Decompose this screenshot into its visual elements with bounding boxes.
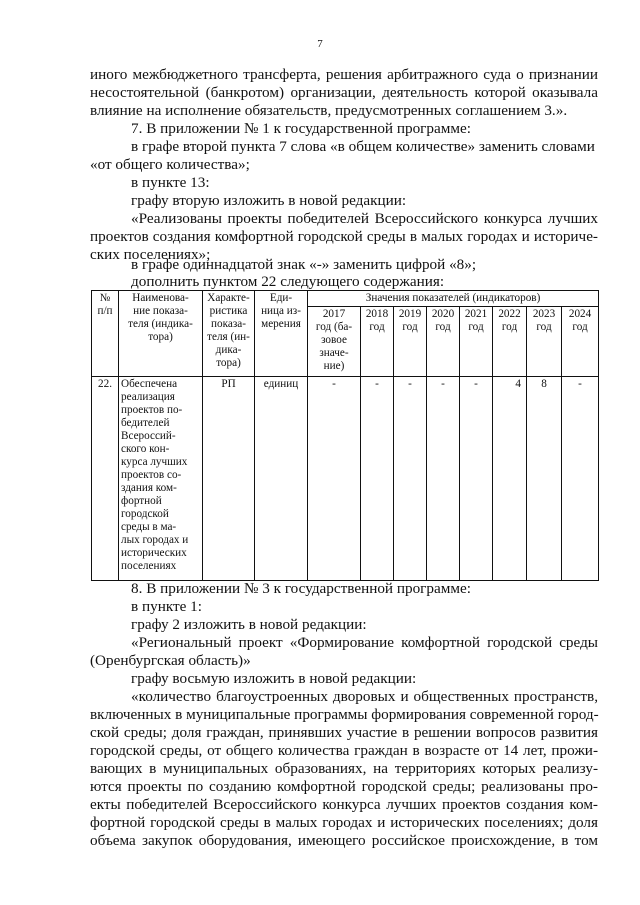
cell-no: 22.	[92, 377, 119, 581]
text-line: графу вторую изложить в новой редакции:	[131, 192, 407, 209]
text-line: в пункте 1:	[131, 598, 202, 615]
text-line: ских поселениях»;	[90, 246, 211, 263]
page-number: 7	[317, 38, 323, 50]
header-no: № п/п	[92, 291, 119, 377]
text-line: городской среды, от общего количества граждан в возрасте от 14 лет, прожи-	[90, 742, 598, 759]
cell-unit: единиц	[255, 377, 308, 581]
header-year-2023: 2023 год	[527, 307, 562, 377]
text-line: проектов создания комфортной городской среды в малых городах и историче-	[90, 228, 598, 245]
cell-value-2024: -	[562, 377, 599, 581]
text-line: в графе второй пункта 7 слова «в общем количестве» заменить словами	[131, 138, 595, 155]
header-year-2019: 2019 год	[394, 307, 427, 377]
text-line: дополнить пунктом 22 следующего содержания:	[131, 273, 445, 290]
header-year-2018: 2018 год	[361, 307, 394, 377]
header-unit: Еди- ница из- мерения	[255, 291, 308, 377]
text-line: влияние на исполнение обязательств, предусмотренных соглашением 3.».	[90, 102, 568, 119]
text-line: ской среды; доля граждан, принявших участие в решении вопросов развития	[90, 724, 598, 741]
text-line: вающих в муниципальных образованиях, на территориях которых реализу-	[90, 760, 598, 777]
text-line: объема закупок оборудования, имеющего российское происхождение, в том	[90, 832, 598, 849]
text-line: «Реализованы проекты победителей Всероссийского конкурса лучших	[131, 210, 598, 227]
text-line: графу восьмую изложить в новой редакции:	[131, 670, 417, 687]
text-line: 8. В приложении № 3 к государственной программе:	[131, 580, 471, 597]
text-line: «от общего количества»;	[90, 156, 250, 173]
indicator-table	[91, 290, 599, 581]
cell-value-2019: -	[394, 377, 427, 581]
text-line: графу 2 изложить в новой редакции:	[131, 616, 367, 633]
text-line: екты победителей Всероссийского конкурса лучших проектов создания ком-	[90, 796, 598, 813]
text-line: ются проекты по созданию комфортной городской среды; реализованы про-	[90, 778, 598, 795]
cell-name: Обеспечена реализация проектов по- бедителей Всероссий- ского кон- курса лучших проектов со- здания ком- фортной городской среды в ма- лых городах и исторических поселениях	[119, 377, 203, 581]
cell-value-2021: -	[460, 377, 493, 581]
header-name: Наименова- ние показа- теля (индика- тора)	[119, 291, 203, 377]
header-year-2020: 2020 год	[427, 307, 460, 377]
text-line: в графе одиннадцатой знак «-» заменить цифрой «8»;	[131, 256, 477, 273]
header-year-2017: 2017 год (ба- зовое значе- ние)	[308, 307, 361, 377]
header-year-2024: 2024 год	[562, 307, 599, 377]
header-values: Значения показателей (индикаторов)	[308, 291, 599, 307]
cell-value-2017: -	[308, 377, 361, 581]
text-line: в пункте 13:	[131, 174, 210, 191]
table-row	[92, 377, 599, 581]
cell-value-2023: 8	[527, 377, 562, 581]
cell-characteristic: РП	[203, 377, 255, 581]
header-year-2021: 2021 год	[460, 307, 493, 377]
text-line: иного межбюджетного трансферта, решения арбитражного суда о признании	[90, 66, 598, 83]
header-characteristic: Характе- ристика показа- теля (ин- дика- тора)	[203, 291, 255, 377]
text-line: «количество благоустроенных дворовых и общественных пространств,	[131, 688, 598, 705]
text-line: (Оренбургская область)»	[90, 652, 251, 669]
cell-value-2022: 4	[493, 377, 527, 581]
header-year-2022: 2022 год	[493, 307, 527, 377]
cell-value-2020: -	[427, 377, 460, 581]
text-line: включенных в муниципальные программы формирования современной город-	[90, 706, 599, 723]
cell-value-2018: -	[361, 377, 394, 581]
text-line: «Региональный проект «Формирование комфортной городской среды	[131, 634, 598, 651]
text-line: несостоятельной (банкротом) организации, деятельность которой оказывала	[90, 84, 598, 101]
text-line: 7. В приложении № 1 к государственной программе:	[131, 120, 471, 137]
text-line: фортной городской среды в малых городах и исторических поселениях; доля	[90, 814, 598, 831]
